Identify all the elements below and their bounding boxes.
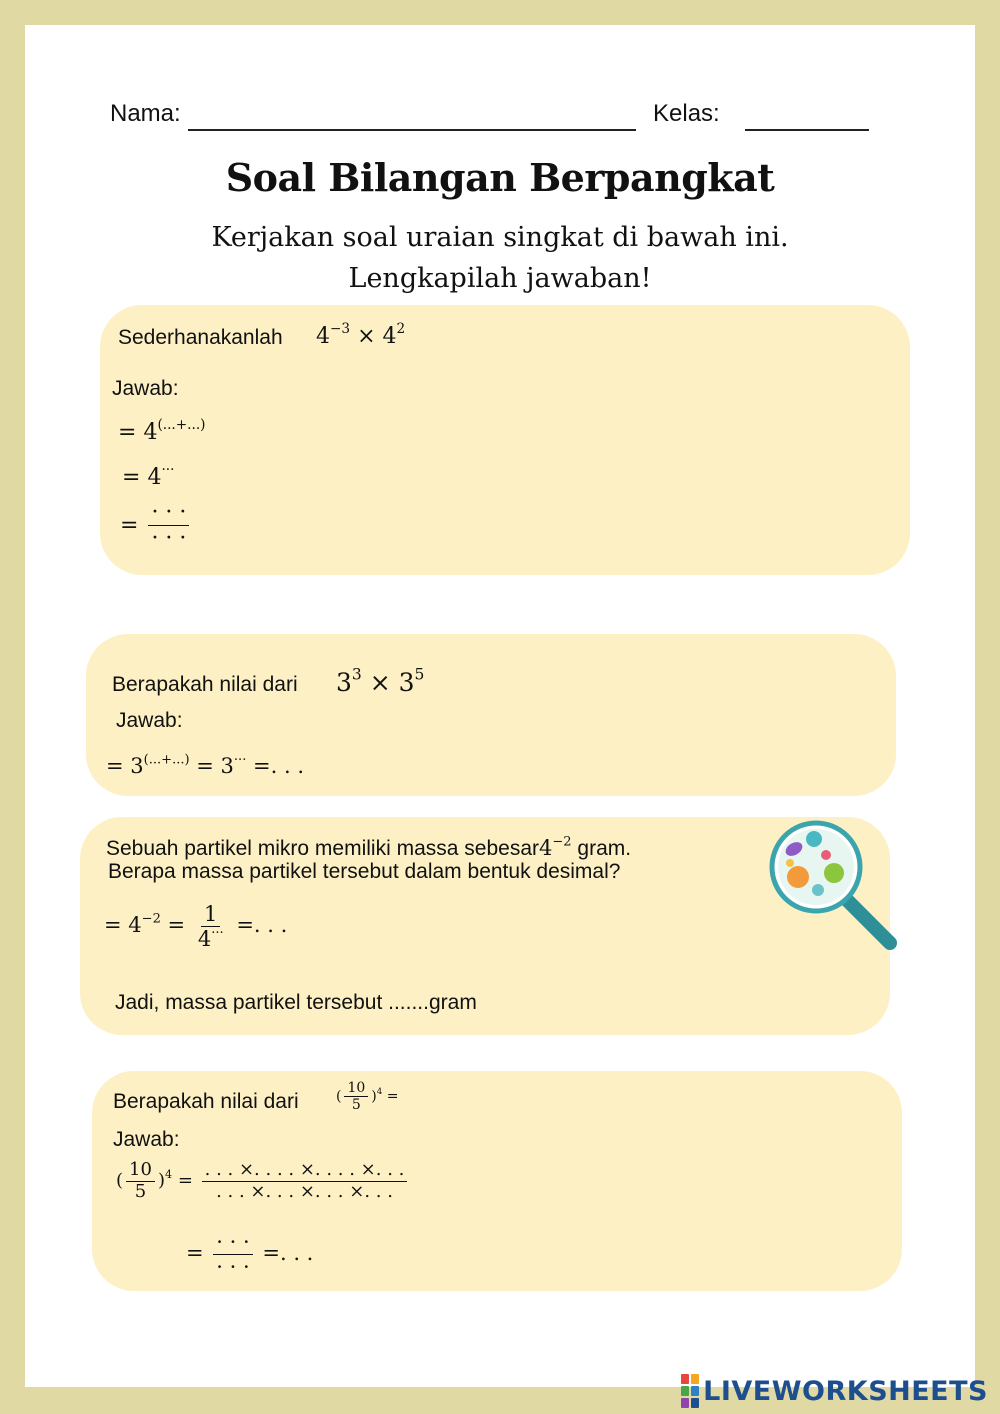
name-label: Nama: — [110, 100, 181, 127]
q1-expression: $4^{-3} \times 4^2$ — [316, 320, 406, 349]
instruction-line-2: Lengkapilah jawaban! — [348, 263, 652, 294]
logo-text: LIVEWORKSHEETS — [703, 1375, 988, 1407]
q4-step-1[interactable]: ( $\frac{10}{5}$ )$^4$ = $\frac{. . . \times. . . . \times. . . . \times. . .}{. . . \times. . . \times. . . \times. . .}$ — [116, 1160, 410, 1202]
q4-answer-label: Jawab: — [113, 1128, 180, 1151]
class-label: Kelas: — [653, 100, 720, 127]
q1-prompt: Sederhanakanlah — [118, 326, 283, 349]
logo-block — [681, 1398, 689, 1408]
class-input-line[interactable] — [745, 103, 869, 131]
q2-expression: $3^3 \times 3^5$ — [336, 665, 425, 697]
logo-block — [681, 1374, 689, 1384]
q3-prompt-line-2: Berapa massa partikel tersebut dalam bentuk desimal? — [108, 860, 621, 883]
q1-step-1[interactable]: = 4(...+...) — [118, 416, 206, 445]
q3-prompt: Sebuah partikel mikro memiliki massa $sebesar4^{-2}$ gram. — [106, 834, 632, 860]
q4-expression: ( $\frac{10}{5}$ )$^4$ = — [336, 1080, 399, 1114]
q1-answer-label: Jawab: — [112, 377, 179, 400]
q3-conclusion[interactable]: Jadi, massa partikel tersebut .......gram — [115, 991, 477, 1014]
logo-block — [691, 1398, 699, 1408]
q4-step-2[interactable]: = $\frac{\cdot \cdot \cdot}{\cdot \cdot \cdot}$ =. . . — [186, 1230, 314, 1280]
page-title: Soal Bilangan Berpangkat — [225, 155, 775, 200]
liveworksheets-logo[interactable] — [681, 1374, 988, 1408]
logo-block — [691, 1386, 699, 1396]
q3-answer-line[interactable]: = $4^{-2}$ = $\frac{1}{4^{\cdot\cdot\cdot}}$ =. . . — [104, 902, 288, 952]
q1-step-2[interactable]: = 4··· — [122, 461, 175, 490]
q4-prompt: Berapakah nilai dari — [113, 1090, 299, 1113]
q2-answer-line[interactable]: = 3(...+...) = 3··· =. . . — [106, 752, 305, 778]
logo-block — [691, 1374, 699, 1384]
q2-answer-label: Jawab: — [116, 709, 183, 732]
magnifier-bacteria-icon — [766, 815, 902, 955]
q1-step-3[interactable]: = $\frac{\cdot \cdot \cdot}{\cdot \cdot \cdot}$ — [120, 500, 192, 552]
name-input-line[interactable] — [188, 103, 636, 131]
logo-block — [681, 1386, 689, 1396]
q2-prompt: Berapakah nilai dari — [112, 673, 298, 696]
instruction-line-1: Kerjakan soal uraian singkat di bawah ini. — [211, 222, 789, 253]
liveworksheets-logo-icon — [681, 1374, 699, 1408]
